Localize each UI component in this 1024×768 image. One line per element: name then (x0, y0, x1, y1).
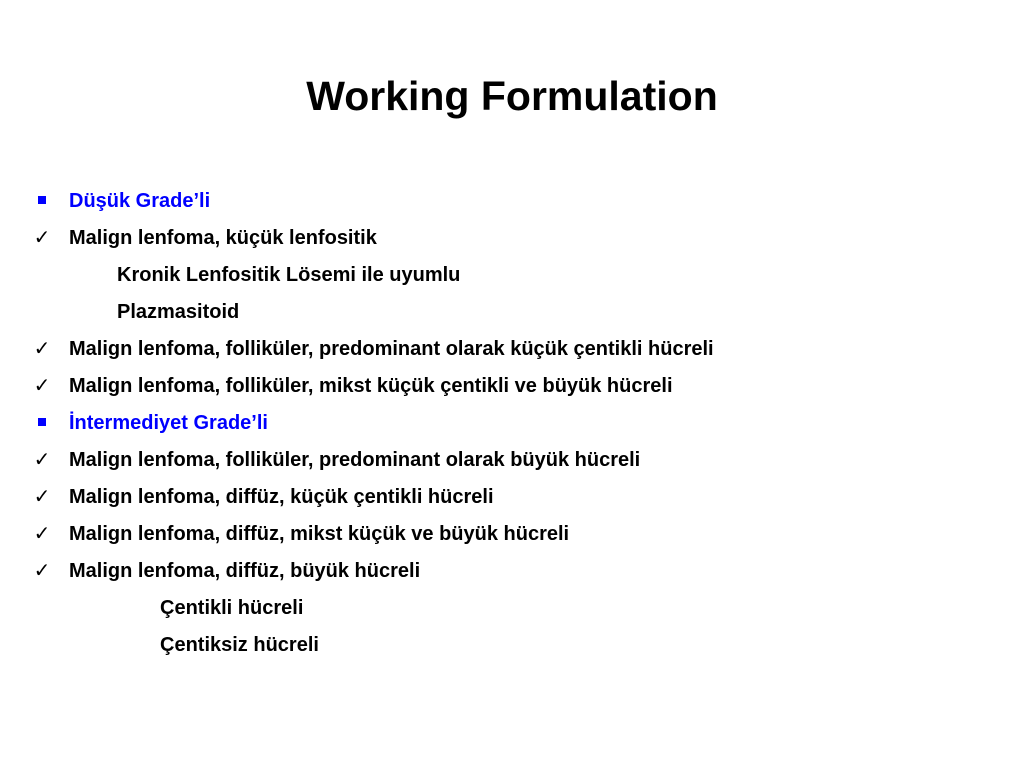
list-item (0, 368, 1024, 405)
line-text: Kronik Lenfositik Lösemi ile uyumlu (117, 264, 461, 286)
line-text: Malign lenfoma, diffüz, mikst küçük ve büyük hücreli (69, 523, 570, 545)
line-text: Malign lenfoma, folliküler, predominant olarak büyük hücreli (69, 449, 641, 471)
check-icon: ✓ (33, 449, 51, 471)
section-heading-low-grade (0, 183, 1024, 220)
section-heading-intermediate-grade (0, 405, 1024, 442)
sub-list-item (0, 590, 1024, 627)
line-text: Çentikli hücreli (160, 597, 304, 619)
check-icon: ✓ (33, 486, 51, 508)
check-icon: ✓ (33, 523, 51, 545)
check-icon: ✓ (33, 227, 51, 249)
line-text: İntermediyet Grade’li (69, 412, 268, 434)
list-item (0, 516, 1024, 553)
line-text: Düşük Grade’li (69, 190, 211, 212)
check-icon: ✓ (33, 375, 51, 397)
sub-list-item (0, 627, 1024, 664)
line-text: Malign lenfoma, diffüz, küçük çentikli hücreli (69, 486, 494, 508)
sub-list-item (0, 294, 1024, 331)
square-bullet-icon (30, 183, 54, 220)
list-item (0, 220, 1024, 257)
check-icon: ✓ (33, 338, 51, 360)
list-item (0, 331, 1024, 368)
list-item (0, 553, 1024, 590)
sub-list-item (0, 257, 1024, 294)
line-text: Malign lenfoma, folliküler, mikst küçük çentikli ve büyük hücreli (69, 375, 673, 397)
line-text: Malign lenfoma, diffüz, büyük hücreli (69, 560, 421, 582)
list-item (0, 442, 1024, 479)
line-text: Çentiksiz hücreli (160, 634, 319, 656)
check-icon: ✓ (33, 560, 51, 582)
line-text: Malign lenfoma, folliküler, predominant olarak küçük çentikli hücreli (69, 338, 714, 360)
list-item (0, 479, 1024, 516)
square-bullet-icon (30, 405, 54, 442)
slide-content (0, 183, 1024, 664)
line-text: Malign lenfoma, küçük lenfositik (69, 227, 377, 249)
line-text: Plazmasitoid (117, 301, 240, 323)
slide-title: Working Formulation (306, 73, 718, 119)
